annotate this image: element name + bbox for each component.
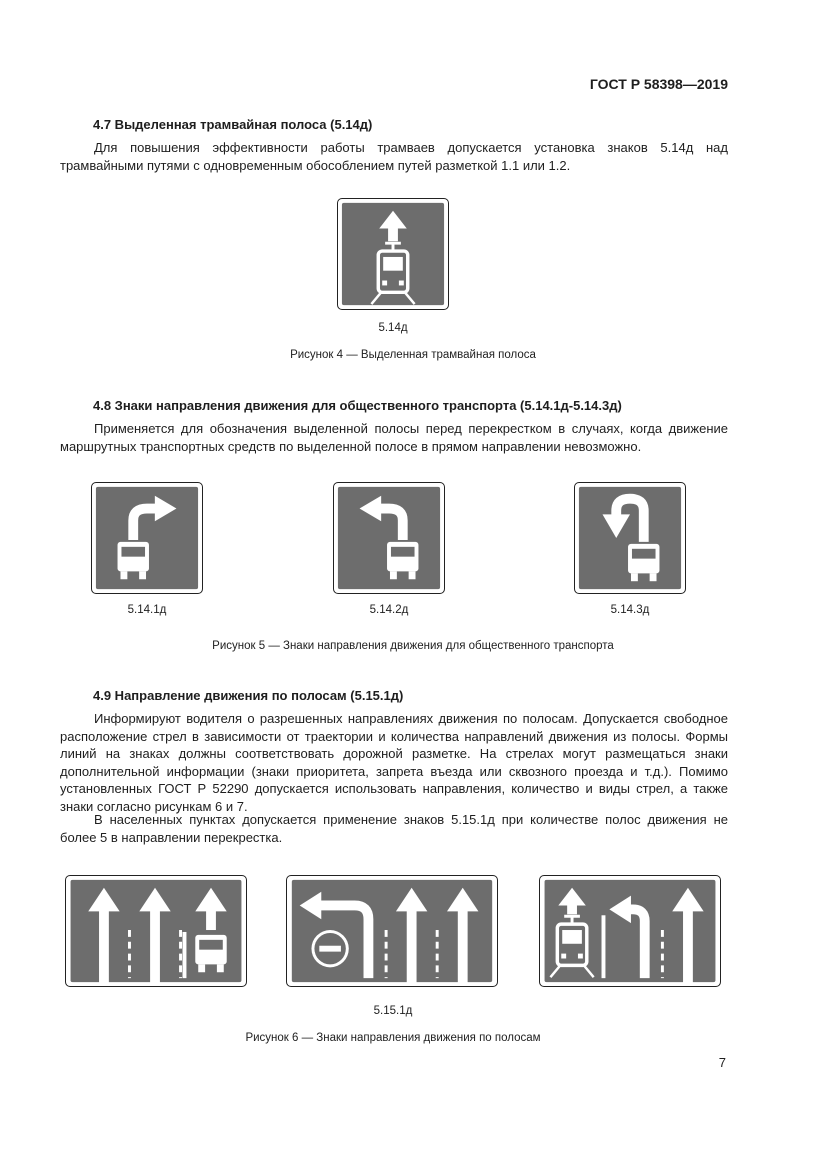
lanes-straight-bus-sign-icon: [66, 876, 246, 986]
section-4-7-paragraph: Для повышения эффективности работы трамваев допускается установка знаков 5.14д над трамвайными путями с одновременным обособлением путей разметкой 1.1 или 1.2.: [60, 140, 728, 173]
lane-sign-2: [286, 875, 498, 987]
figure-6-caption: Рисунок 6 — Знаки направления движения по полосам: [245, 1032, 541, 1044]
page-number: 7: [718, 1055, 726, 1070]
lane-sign-3: [539, 875, 721, 987]
lanes-left-noentry-straight-sign-icon: [287, 876, 497, 986]
document-code: ГОСТ Р 58398—2019: [589, 76, 728, 92]
sign-5-14d-label: 5.14д: [378, 322, 408, 334]
bus-u-turn-sign-icon: [575, 483, 685, 593]
sign-5-14-2d-label: 5.14.2д: [369, 604, 409, 616]
figure-4-caption: Рисунок 4 — Выделенная трамвайная полоса: [290, 349, 536, 361]
lane-sign-1: [65, 875, 247, 987]
sign-5-15-1d-label: 5.15.1д: [373, 1005, 413, 1017]
bus-left-turn-sign-icon: [334, 483, 444, 593]
sign-5-14-1d: [91, 482, 203, 594]
section-4-9-paragraph-1: Информируют водителя о разрешенных направлениях движения по полосам. Допускается свободное расположение стрел в зависимости от траектории и количества направлений движения из полосы. Формы линий на знаках должны соответствовать дорожной разметке. На стрелах могут размещаться знаки дополнительной информации (знаки приоритета, запрета въезда или сквозного проезда и т.д.). Помимо установленных ГОСТ Р 52290 допускается использовать направления, количество и виды стрел, а также знаки согласно рисункам 6 и 7.: [60, 711, 728, 814]
lanes-tram-left-straight-sign-icon: [540, 876, 720, 986]
bus-right-turn-sign-icon: [92, 483, 202, 593]
sign-5-14-3d: [574, 482, 686, 594]
section-4-9-paragraph-2: В населенных пунктах допускается применение знаков 5.15.1д при количестве полос движения не более 5 в направлении перекрестка.: [60, 812, 728, 845]
section-4-9-heading: 4.9 Направление движения по полосам (5.15.1д): [93, 688, 404, 703]
sign-5-14d: [337, 198, 449, 310]
section-4-8-paragraph: Применяется для обозначения выделенной полосы перед перекрестком в случаях, когда движение маршрутных транспортных средств по выделенной полосе в прямом направлении невозможно.: [60, 421, 728, 454]
sign-5-14-1d-label: 5.14.1д: [127, 604, 167, 616]
section-4-8-heading: 4.8 Знаки направления движения для общественного транспорта (5.14.1д-5.14.3д): [93, 398, 622, 413]
sign-5-14-2d: [333, 482, 445, 594]
sign-5-14-3d-label: 5.14.3д: [610, 604, 650, 616]
tram-lane-sign-icon: [338, 199, 448, 309]
section-4-7-heading: 4.7 Выделенная трамвайная полоса (5.14д): [93, 117, 373, 132]
figure-5-caption: Рисунок 5 — Знаки направления движения для общественного транспорта: [212, 640, 614, 652]
